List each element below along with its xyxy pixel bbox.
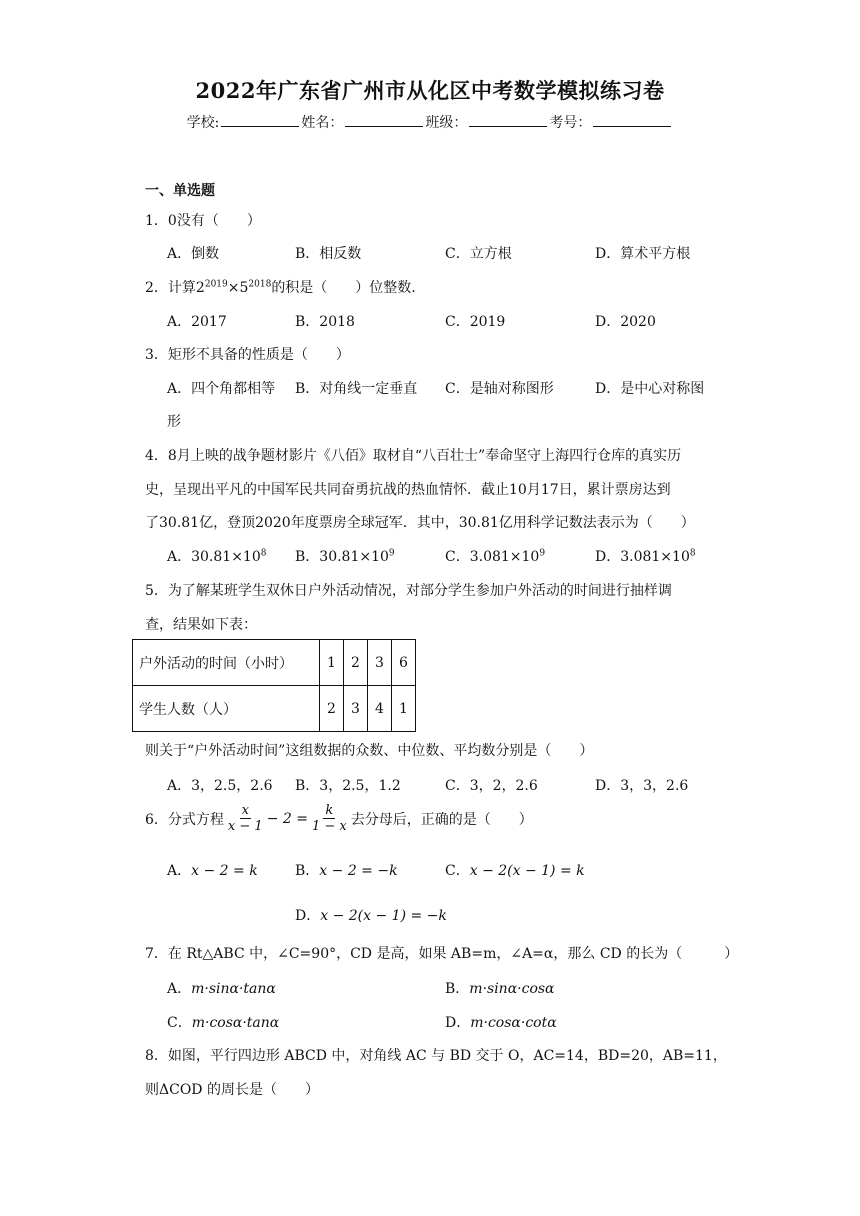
q3-option-a: A．四个角都相等 — [167, 381, 276, 397]
q2-pre: 2．计算 — [145, 280, 196, 296]
class-blank[interactable] — [469, 112, 547, 127]
table-cell: 2 — [344, 640, 368, 686]
q2-option-c: C．2019 — [445, 314, 506, 330]
q4-line1: 4．8月上映的战争题材影片《八佰》取材自“八百壮士”奉命坚守上海四行仓库的真实历 — [145, 448, 682, 464]
number-blank[interactable] — [593, 112, 671, 127]
q1-option-a: A．倒数 — [167, 246, 220, 262]
q3-option-c: C．是轴对称图形 — [445, 381, 554, 397]
q5-option-c: C．3，2，2.6 — [445, 778, 538, 794]
q2-post: 的积是（ ）位整数. — [271, 280, 416, 296]
school-blank[interactable] — [221, 112, 299, 127]
q4-option-c: C．$3.081\times 10^9$ — [445, 548, 546, 565]
q3-option-b: B．对角线一定垂直 — [295, 381, 418, 397]
q5-option-a: A．3，2.5，2.6 — [167, 778, 273, 794]
q6-option-d: D．x − 2(x − 1) = −k — [295, 908, 447, 924]
fraction: $\frac{k}{1 - x}$ — [311, 803, 347, 834]
name-blank[interactable] — [345, 112, 423, 127]
q7-option-d: D．m·cosα·cotα — [445, 1015, 557, 1031]
table-row — [133, 640, 416, 686]
q5-line2: 查，结果如下表： — [145, 617, 257, 633]
school-label: 学校: — [186, 115, 220, 131]
q7-stem: 7．在 Rt△ABC 中，∠C=90°，CD 是高，如果 AB=m，∠A=α，那么 CD 的长为（ ） — [145, 946, 739, 962]
table-cell: 1 — [320, 640, 344, 686]
q8-line2: 则ΔCOD 的周长是（ ） — [145, 1082, 319, 1098]
q3-stem: 3．矩形不具备的性质是（ ） — [145, 347, 350, 363]
q1-option-c: C．立方根 — [445, 246, 512, 262]
q1-stem: 1．0没有（ ） — [145, 213, 261, 229]
fraction: $\frac{x}{x - 1}$ — [227, 803, 263, 834]
q5-option-d: D．3，3，2.6 — [595, 778, 689, 794]
q6-option-a: A．x − 2 = k — [167, 863, 258, 879]
q4-option-a: A．$30.81\times 10^8$ — [167, 548, 267, 565]
q6-stem: 6．分式方程 $\frac{x}{x - 1}$ − 2 = $\frac{k}{1 - x}$ 去分母后，正确的是（ ） — [145, 803, 533, 834]
q5-line1: 5．为了解某班学生双休日户外活动情况，对部分学生参加户外活动的时间进行抽样调 — [145, 583, 672, 599]
activity-table — [132, 639, 416, 732]
q5-line3: 则关于“户外活动时间”这组数据的众数、中位数、平均数分别是（ ） — [145, 743, 594, 759]
table-cell: 4 — [368, 686, 392, 732]
table-cell: 3 — [344, 686, 368, 732]
section-heading: 一、单选题 — [145, 183, 215, 199]
q5-option-b: B．3，2.5，1.2 — [295, 778, 401, 794]
q4-option-b: B．$30.81\times 10^9$ — [295, 548, 395, 565]
q2-option-a: A．2017 — [167, 314, 227, 330]
q7-option-a: A．m·sinα·tanα — [167, 981, 276, 997]
q2-stem: 2．计算$2^{2019}\times 5^{2018}$的积是（ ）位整数. — [145, 279, 416, 296]
q8-line1: 8．如图，平行四边形 ABCD 中，对角线 AC 与 BD 交于 O，AC=14，BD=20，AB=11， — [145, 1048, 727, 1064]
q1-option-b: B．相反数 — [295, 246, 362, 262]
table-cell: 学生人数（人） — [133, 686, 320, 732]
q2-option-d: D．2020 — [595, 314, 656, 330]
table-cell: 6 — [392, 640, 416, 686]
table-cell: 户外活动的时间（小时） — [133, 640, 320, 686]
q3-option-d: D．是中心对称图 — [595, 381, 705, 397]
q4-line2: 史，呈现出平凡的中国军民共同奋勇抗战的热血情怀．截止10月17日，累计票房达到 — [145, 482, 671, 498]
q3-option-d-cont: 形 — [167, 414, 181, 430]
table-row — [133, 686, 416, 732]
number-label: 考号： — [549, 115, 592, 131]
q7-option-c: C．m·cosα·tanα — [167, 1015, 280, 1031]
class-label: 班级： — [425, 115, 468, 131]
q6-option-c: C．x − 2(x − 1) = k — [445, 863, 585, 879]
table-cell: 3 — [368, 640, 392, 686]
q6-option-b: B．x − 2 = −k — [295, 863, 398, 879]
q4-line3: 了30.81亿，登顶2020年度票房全球冠军．其中，30.81亿用科学记数法表示为（ ） — [145, 515, 695, 531]
table-cell: 1 — [392, 686, 416, 732]
q2-option-b: B．2018 — [295, 314, 355, 330]
q1-option-d: D．算术平方根 — [595, 246, 691, 262]
page-title: 2022年广东省广州市从化区中考数学模拟练习卷 — [195, 78, 665, 103]
q7-option-b: B．m·sinα·cosα — [445, 981, 555, 997]
table-cell: 2 — [320, 686, 344, 732]
name-label: 姓名： — [301, 115, 344, 131]
q4-option-d: D．$3.081\times 10^8$ — [595, 548, 696, 565]
student-info-line — [0, 112, 860, 132]
